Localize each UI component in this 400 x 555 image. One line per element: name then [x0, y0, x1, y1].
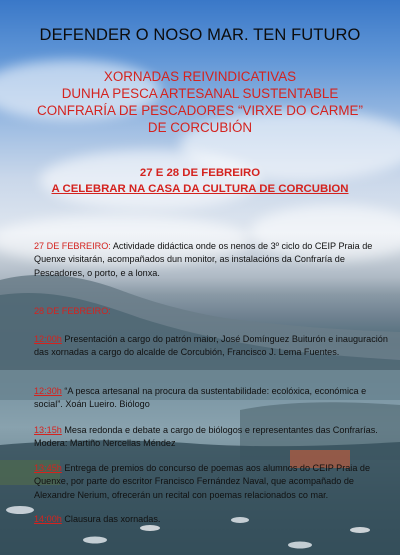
subtitle-line: XORNADAS REIVINDICATIVAS [103, 69, 297, 84]
subtitle-line: DUNHA PESCA ARTESANAL SUSTENTABLE [61, 86, 339, 101]
day1-text: Actividade didáctica onde os nenos de 3º ciclo do CEIP Praia de Quenxe visitarán, acompañados dun monitor, as instalacións da Confraría de Pescadores, o porto, e a lonxa. [34, 241, 373, 278]
dates-line: 27 E 28 DE FEBREIRO [139, 167, 261, 179]
event-subtitle [0, 68, 400, 136]
venue-line: A CELEBRAR NA CASA DA CULTURA DE CORCUBION [51, 183, 349, 195]
schedule-time: 13:45h [34, 463, 62, 473]
schedule-time: 12:00h [34, 334, 62, 344]
schedule-text: Entrega de premios do concurso de poemas aos alumnos do CEIP Praia de Quenxe, por parte do escritor Francisco Fernández Naval, que acompañado de Alexandre Nerium, ofrecerán un recital con poemas relacionados co mar. [34, 463, 371, 500]
schedule-item [34, 462, 388, 502]
schedule-item [34, 513, 388, 526]
day1-label: 27 DE FEBREIRO: [34, 241, 111, 251]
schedule-time: 13:15h [34, 425, 62, 435]
subtitle-line: DE CORCUBIÓN [147, 120, 253, 135]
day2-label: 28 DE FEBREIRO: [34, 306, 111, 316]
schedule-item [34, 333, 388, 360]
schedule-item [34, 385, 388, 412]
schedule-text: Mesa redonda e debate a cargo de biólogos e representantes das Confrarías. Modera: Martiño Nercellas Méndez [34, 425, 378, 449]
schedule-text: “A pesca artesanal na procura da sustentabilidade: ecolóxica, económica e social”. Xoán Lueiro. Biólogo [34, 386, 367, 410]
event-dates [0, 165, 400, 197]
schedule-text: Presentación a cargo do patrón maior, José Domínguez Buiturón e inauguración das xornadas a cargo do alcalde de Corcubión, Francisco J. Lema Fuentes. [34, 334, 388, 358]
schedule-text: Clausura das xornadas. [61, 514, 161, 524]
schedule-time: 12:30h [34, 386, 62, 396]
schedule-item [34, 424, 388, 451]
day1-description [34, 240, 388, 280]
poster-title: DEFENDER O NOSO MAR. TEN FUTURO [39, 26, 361, 44]
schedule-time: 14:00h [34, 514, 62, 524]
subtitle-line: CONFRARÍA DE PESCADORES “VIRXE DO CARME” [37, 103, 363, 118]
